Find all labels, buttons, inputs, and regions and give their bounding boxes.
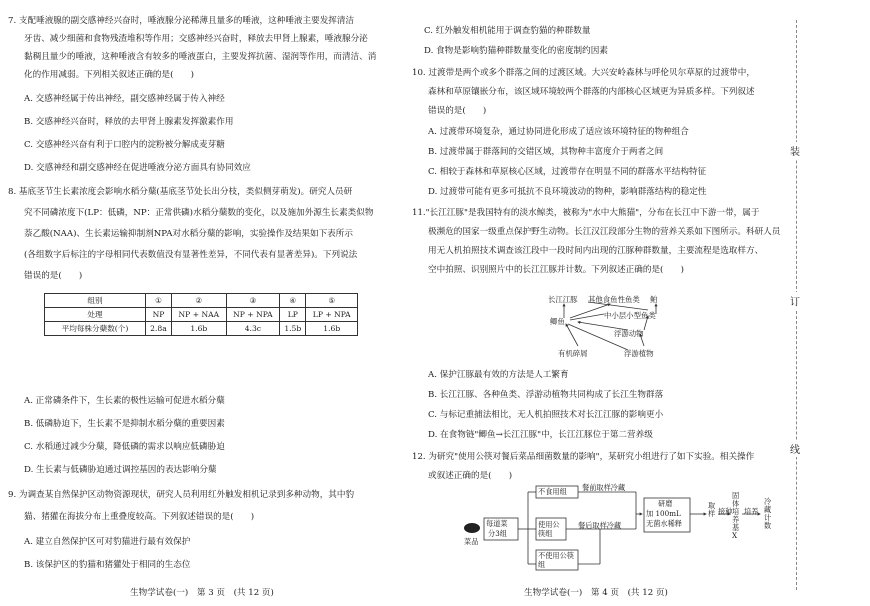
q8-line: 错误的是( ) — [24, 271, 83, 281]
left-page — [0, 0, 400, 606]
table-cell: 2.8a — [146, 322, 172, 336]
q11-option-c: C. 与标记重捕法相比，无人机拍照技术对长江江豚的影响更小 — [428, 410, 664, 420]
table-cell: 1.6b — [171, 322, 226, 336]
web-node-yangtze-porpoise: 长江江豚 — [548, 295, 578, 304]
count-char: 藏 — [764, 505, 772, 514]
culture-label: 培养 — [744, 507, 759, 516]
table-cell: 处理 — [45, 308, 146, 322]
table-row — [45, 322, 358, 336]
q11-option-b: B. 长江江豚、各种鱼类、浮游动植物共同构成了长江生物群落 — [428, 390, 664, 400]
table-cell: 1.5b — [280, 322, 306, 336]
medium-char: X — [732, 531, 738, 540]
group-without-chopsticks: 不使用公筷组 — [538, 551, 574, 569]
q10-option-a: A. 过渡带环境复杂，通过协同进化形成了适应该环境特征的物种组合 — [428, 127, 689, 137]
q7-option-b: B. 交感神经兴奋时，释放的去甲肾上腺素发挥激素作用 — [24, 117, 234, 127]
table-cell: 1.6b — [306, 322, 358, 336]
page-footer: 生物学试卷(一) 第 4 页 (共 12 页) — [524, 588, 668, 598]
q10-option-b: B. 过渡带属于群落间的交错区域，其物种丰富度介于两者之间 — [428, 147, 664, 157]
q12-line: 12. 为研究"使用公筷对餐后菜品细菌数量的影响"，某研究小组进行了如下实验。相关操作 — [412, 452, 755, 462]
web-node-phytoplankton: 浮游植物 — [624, 349, 654, 358]
q8-line: (各组数字后标注的字母相同代表数值没有显著性差异，不同代表有显著差异)。下列说法 — [24, 250, 358, 260]
q7-line: 黏稠且量少的唾液，这种唾液含有较多的唾液蛋白，主要发挥抗菌、湿润等作用，而清洁、消 — [24, 52, 377, 62]
count-label — [764, 498, 771, 530]
count-char: 数 — [764, 521, 772, 530]
q10-line: 森林和草原镶嵌分布，该区域环境较两个群落的内部核心区域更为异质多样。下列叙述 — [428, 87, 755, 97]
post-meal-sampling: 餐后取样冷藏 — [578, 521, 622, 530]
q9-line: 9. 为调查某自然保护区动物资源现状，研究人员利用红外触发相机记录到多种动物，其中豹 — [8, 490, 355, 500]
q10-option-d: D. 过渡带可能有更多可抵抗不良环境波动的物种，影响群落结构的稳定性 — [428, 187, 707, 197]
table-cell: ② — [171, 294, 226, 308]
q10-line: 10. 过渡带是两个或多个群落之间的过渡区域。大兴安岭森林与呼伦贝尔草原的过渡带中， — [412, 68, 755, 78]
sampling-label: 取样 — [708, 501, 716, 518]
q8-line: 究不同磷浓度下(LP：低磷，NP：正常供磷)水稻分蘖数的变化，以及施加外源生长素类似物 — [24, 208, 374, 218]
q7-line: 化的作用减弱。下列相关叙述正确的是( ) — [24, 70, 194, 80]
q11-option-d: D. 在食物链"鲫鱼→长江江豚"中，长江江豚位于第二营养级 — [428, 430, 653, 440]
table-cell: ⑤ — [306, 294, 358, 308]
binding-char: 订 — [790, 292, 800, 309]
q10-option-c: C. 相较于森林和草原核心区域，过渡带存在明显不同的群落水平结构特征 — [428, 167, 707, 177]
q9-option-c: C. 红外触发相机能用于调查豹猫的种群数量 — [424, 26, 591, 36]
q7-option-c: C. 交感神经兴奋有利于口腔内的淀粉被分解成麦芽糖 — [24, 140, 225, 150]
table-cell: NP + NPA — [226, 308, 279, 322]
medium-char: 固 — [732, 491, 740, 500]
q12-line: 或叙述正确的是( ) — [428, 471, 513, 481]
table-cell: LP + NPA — [306, 308, 358, 322]
q11-line: 空中拍照、识别照片中的长江江豚并计数。下列叙述正确的是( ) — [428, 265, 684, 275]
q11-option-a: A. 保护江豚最有效的方法是人工繁育 — [428, 370, 569, 380]
q11-line: 11."长江江豚"是我国特有的淡水鲸类，被称为"水中大熊猫"，分布在长江中下游一带，属于 — [412, 208, 760, 218]
dish-label: 菜品 — [464, 537, 479, 546]
q9-option-a: A. 建立自然保护区可对豹猫进行最有效保护 — [24, 537, 191, 547]
count-char: 冷 — [764, 497, 772, 506]
table-cell: LP — [280, 308, 306, 322]
split-label-1: 每道菜 — [486, 519, 508, 528]
table-cell: 4.3c — [226, 322, 279, 336]
table-cell: NP — [146, 308, 172, 322]
web-node-zooplankton: 浮游动物 — [614, 329, 644, 338]
table-cell: ① — [146, 294, 172, 308]
q7-line: 牙齿、减少细菌和食物残渣堆积等作用；交感神经兴奋时，释放去甲肾上腺素，唾液腺分泌 — [24, 34, 368, 44]
flow-lines — [460, 484, 790, 574]
table-cell: 组别 — [45, 294, 146, 308]
table-cell: ④ — [280, 294, 306, 308]
medium-char: 养 — [732, 515, 740, 524]
medium-x-label — [732, 492, 739, 540]
q8-option-c: C. 水稻通过减少分蘖，降低磷的需求以响应低磷胁迫 — [24, 442, 225, 452]
q11-line: 用无人机拍照技术调查该江段中一段时间内出现的江豚种群数量，主要流程是选取样方、 — [428, 246, 764, 256]
page-footer: 生物学试卷(一) 第 3 页 (共 12 页) — [130, 588, 274, 598]
q8-option-d: D. 生长素与低磷胁迫通过调控基因的表达影响分蘖 — [24, 465, 217, 475]
web-node-crucian-carp: 鲫鱼 — [550, 317, 565, 326]
q9-option-d: D. 食物是影响豹猫种群数量变化的密度制约因素 — [424, 46, 608, 56]
table-row — [45, 294, 358, 308]
group-no-eat: 不食用组 — [538, 487, 567, 496]
q10-line: 错误的是( ) — [428, 106, 487, 116]
q8-option-a: A. 正常磷条件下，生长素的极性运输可促进水稻分蘖 — [24, 396, 225, 406]
q9-option-b: B. 该保护区的豹猫和猪獾处于相同的生态位 — [24, 560, 191, 570]
medium-char: 基 — [732, 523, 740, 532]
q9-line: 猫、猪獾在海拔分布上重叠度较高。下列叙述错误的是( ) — [24, 512, 255, 522]
medium-char: 培 — [732, 507, 740, 516]
count-char: 计 — [764, 513, 772, 522]
medium-char: 体 — [732, 499, 740, 508]
experiment-flowchart — [460, 484, 790, 574]
q8-line: 8. 基底茎节生长素浓度会影响水稻分蘖(基底茎节处长出分枝，类似侧芽萌发)。研究人员研 — [8, 187, 353, 197]
q7-option-d: D. 交感神经和副交感神经在促进唾液分泌方面具有协同效应 — [24, 163, 251, 173]
grind-label: 研磨 — [658, 499, 673, 508]
web-node-culter: 鲌 — [650, 295, 658, 304]
table-cell: ③ — [226, 294, 279, 308]
table-cell: 平均每株分蘖数(个) — [45, 322, 146, 336]
web-node-small-fish: 中小层小型鱼类 — [604, 311, 656, 320]
food-web-diagram — [548, 294, 698, 360]
dilute-label-1: 加 100mL — [646, 509, 681, 518]
web-node-detritus: 有机碎屑 — [558, 349, 588, 358]
binding-char: 线 — [790, 440, 800, 457]
web-node-other-fish: 其他食鱼性鱼类 — [588, 295, 640, 304]
table-cell: NP + NAA — [171, 308, 226, 322]
q8-option-b: B. 低磷胁迫下，生长素不是抑制水稻分蘖的重要因素 — [24, 419, 225, 429]
binding-char: 装 — [790, 142, 800, 159]
q7-line: 7. 支配唾液腺的副交感神经兴奋时，唾液腺分泌稀薄且量多的唾液，这种唾液主要发挥清洁 — [8, 16, 355, 26]
dilute-label-2: 无菌水稀释 — [646, 519, 682, 528]
right-page — [412, 0, 797, 606]
q7-option-a: A. 交感神经属于传出神经，副交感神经属于传入神经 — [24, 94, 225, 104]
table-row — [45, 308, 358, 322]
inoculate-label: 接种 — [718, 507, 733, 516]
pre-meal-sampling: 餐前取样冷藏 — [582, 483, 626, 492]
split-label-2: 分3组 — [488, 529, 507, 538]
group-with-chopsticks: 使用公筷组 — [538, 520, 560, 538]
q8-line: 萘乙酸(NAA)、生长素运输抑制剂NPA对水稻分蘖的影响，实验操作及结果如下表所示 — [24, 229, 353, 239]
q11-line: 极濒危的国家一级重点保护野生动物。长江汉江段部分生物的营养关系如下图所示。科研人员 — [428, 227, 781, 237]
q8-table — [44, 293, 358, 336]
